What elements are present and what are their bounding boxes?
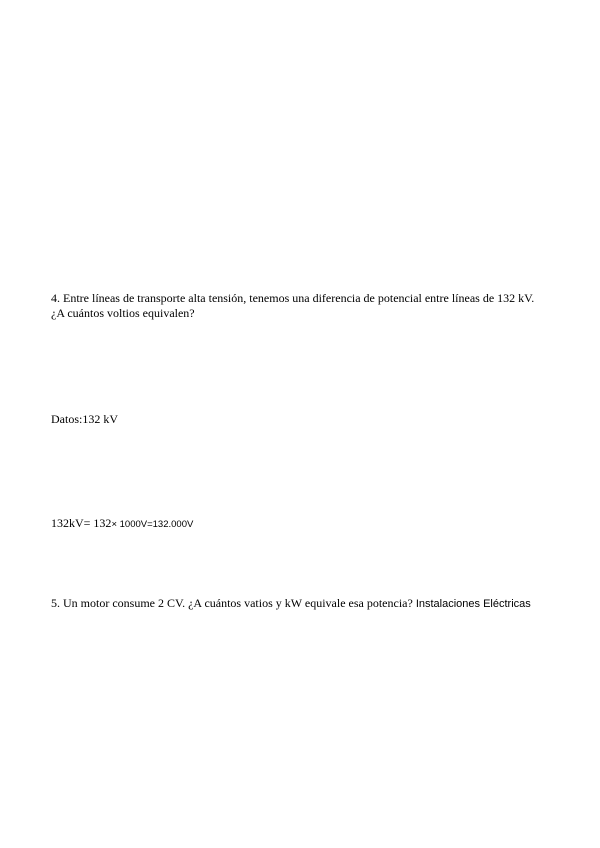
question-4-line-2: ¿A cuántos voltios equivalen? (51, 306, 195, 320)
question-4-line-1: 4. Entre líneas de transporte alta tensión, tenemos una diferencia de potencial entre líneas de 132 kV. (51, 291, 535, 305)
calculation-lhs: 132kV= 132 (51, 516, 112, 530)
watermark-text: Instalaciones Eléctricas (415, 598, 531, 610)
datos-line: Datos:132 kV (51, 412, 118, 426)
question-4 (51, 291, 550, 321)
question-5-text: 5. Un motor consume 2 CV. ¿A cuántos vatios y kW equivale esa potencia? (51, 596, 413, 610)
calculation-rhs: × 1000V=132.000V (111, 519, 194, 530)
calculation-line (51, 516, 550, 532)
question-5 (51, 596, 550, 612)
